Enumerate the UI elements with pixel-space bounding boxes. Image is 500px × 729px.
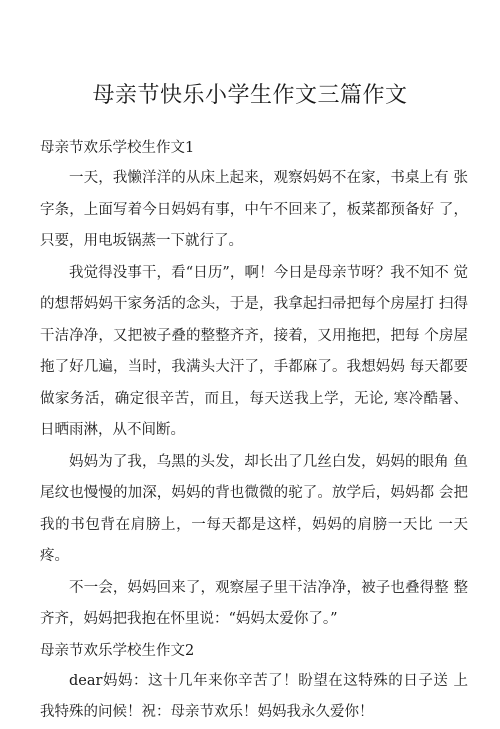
paragraph: dear妈妈：这十几年来你辛苦了！盼望在这特殊的日子送 上我特殊的问候！祝：母亲节欢乐！妈妈我永久爱你！ bbox=[40, 672, 468, 720]
section-heading: 母亲节欢乐学校生作文2 bbox=[40, 642, 195, 659]
paragraph: 一天，我懒洋洋的从床上起来，观察妈妈不在家，书桌上有 张字条，上面写着今日妈妈有事，中午不回来了，板菜都预备好 了，只要，用电坂锅蒸一下就行了。 bbox=[40, 170, 468, 249]
document-title: 母亲节快乐小学生作文三篇作文 bbox=[92, 83, 408, 108]
paragraph: 我觉得没事干，看“日历”，啊！今日是母亲节呀？我不知不 觉的想帮妈妈干家务活的念头，于是，我拿起扫帚把每个房屋打 扫得干洁净净，又把被子叠的整整齐齐，接着，又用拖把，把每 个房屋拖了好几遍，当时，我满头大汗了，手都麻了。我想妈妈 每天都要做家务活，确定很辛苦，而且，每天送我上学，无论, 寒冷酷暑、日晒雨淋，从不间断。 bbox=[40, 264, 468, 438]
section-heading: 母亲节欢乐学校生作文1 bbox=[40, 140, 195, 156]
paragraph: 妈妈为了我，乌黑的头发，却长出了几丝白发，妈妈的眼角 鱼尾纹也慢慢的加深，妈妈的背也微微的驼了。放学后，妈妈都 会把我的书包背在肩膀上，一每天都是这样，妈妈的肩膀一天比 一天疼。 bbox=[40, 453, 468, 564]
essay-section-1 bbox=[40, 133, 468, 636]
paragraph: 不一会，妈妈回来了，观察屋子里干洁净净，被子也叠得整 整齐齐，妈妈把我抱在怀里说：“妈妈太爱你了。” bbox=[40, 579, 468, 627]
essay-section-2 bbox=[40, 636, 468, 729]
document-body bbox=[40, 133, 468, 729]
